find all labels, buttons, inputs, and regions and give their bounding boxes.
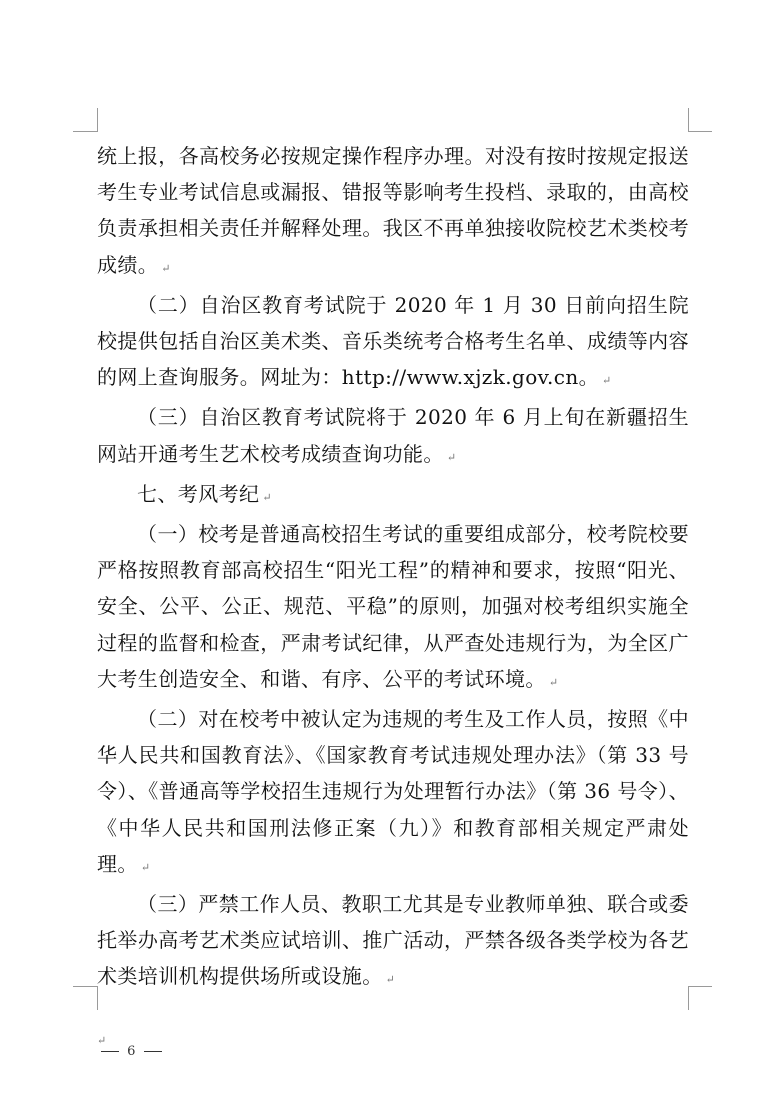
paragraph-mark-icon: ↵ — [446, 450, 457, 464]
paragraph-mark-icon: ↵ — [161, 261, 171, 275]
crop-mark-top-left — [73, 131, 97, 132]
document-body — [97, 138, 689, 999]
paragraph-mark-icon: ↵ — [262, 490, 273, 504]
crop-mark-top-right — [688, 131, 712, 132]
page-number-dash-right — [144, 1051, 162, 1052]
paragraph — [97, 701, 689, 886]
paragraph — [97, 138, 689, 287]
paragraph — [97, 287, 689, 400]
paragraph-mark-icon: ↵ — [548, 675, 559, 689]
paragraph-text: （三）严禁工作人员、教职工尤其是专业教师单独、联合或委托举办高考艺术类应试培训、推广活动，严禁各级各类学校为各艺术类培训机构提供场所或设施。 — [97, 892, 689, 989]
crop-mark-top-left — [97, 108, 98, 132]
paragraph-mark-icon: ↵ — [385, 973, 396, 987]
paragraph-mark-icon: ↵ — [140, 860, 151, 874]
paragraph-text: （三）自治区教育考试院将于 2020 年 6 月上旬在新疆招生网站开通考生艺术校考成绩查询功能。 — [97, 405, 689, 466]
page-number-group — [97, 1044, 166, 1059]
page-number: 6 — [127, 1044, 136, 1059]
paragraph — [97, 399, 689, 475]
paragraph-text: （一）校考是普通高校招生考试的重要组成部分，校考院校要严格按照教育部高校招生“阳光工程”的精神和要求，按照“阳光、安全、公平、公正、规范、平稳”的原则，加强对校考组织实施全过程的监督和检查，严肃考试纪律，从严查处违规行为，为全区广大考生创造安全、和谐、有序、公平的考试环境。 — [97, 522, 689, 691]
section-heading-text: 七、考风考纪 — [137, 481, 260, 506]
crop-mark-bottom-right — [688, 986, 712, 987]
crop-mark-top-right — [688, 108, 689, 132]
paragraph — [97, 516, 689, 701]
paragraph-mark-icon: ↵ — [602, 374, 612, 388]
paragraph — [97, 886, 689, 999]
paragraph-text: 统上报，各高校务必按规定操作程序办理。对没有按时按规定报送考生专业考试信息或漏报、错报等影响考生投档、录取的，由高校负责承担相关责任并解释处理。我区不再单独接收院校艺术类校考成绩。 — [97, 144, 689, 277]
paragraph-text: （二）自治区教育考试院于 2020 年 1 月 30 日前向招生院校提供包括自治区美术类、音乐类统考合格考生名单、成绩等内容的网上查询服务。网址为：http://www.xjzk.gov.cn。 — [97, 292, 689, 390]
page-number-dash-left — [101, 1051, 119, 1052]
crop-mark-bottom-left — [73, 986, 97, 987]
section-heading — [97, 476, 689, 516]
paragraph-mark-icon: ↵ — [97, 1034, 107, 1047]
paragraph-text: （二）对在校考中被认定为违规的考生及工作人员，按照《中华人民共和国教育法》、《国家教育考试违规处理办法》（第 33 号令）、《普通高等学校招生违规行为处理暂行办法》（第 36 号令）、《中华人民共和国刑法修正案（九）》和教育部相关规定严肃处理。 — [97, 707, 689, 876]
